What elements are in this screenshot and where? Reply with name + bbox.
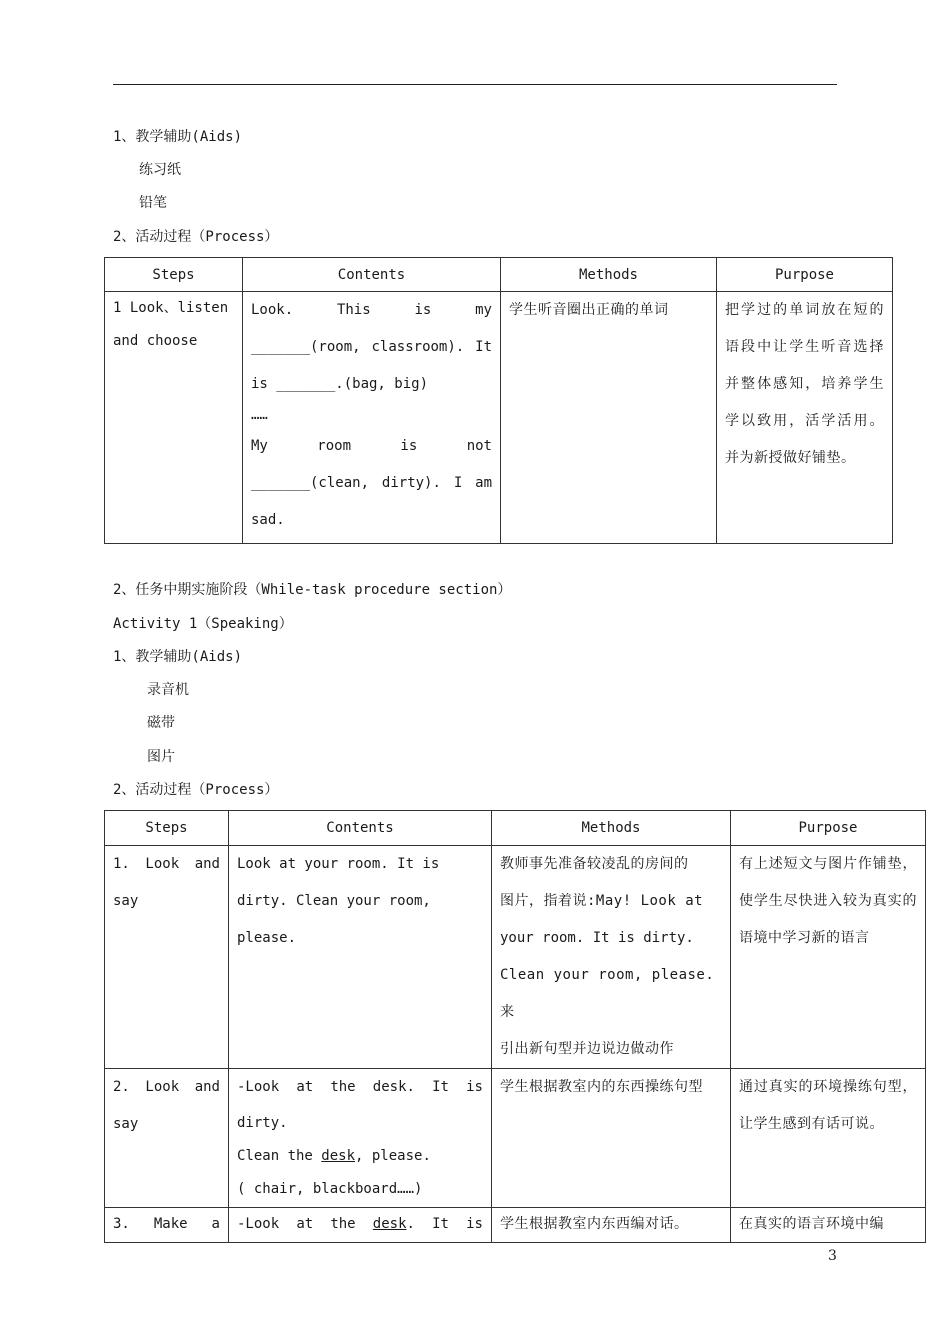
method-line: 引出新句型并边说边做动作 — [500, 1041, 674, 1057]
purpose-cell: 把学过的单词放在短的语段中让学生听音选择并整体感知，培养学生学以致用，活学活用。并为新授做好铺垫。 — [717, 292, 893, 544]
header-methods: Methods — [492, 811, 731, 846]
content-line: _______(clean, dirty). I am — [251, 475, 492, 491]
methods-cell — [492, 846, 731, 1069]
method-line: 图片，指着说:May! Look at — [500, 893, 704, 909]
process-heading: 2、活动过程（Process） — [113, 229, 279, 245]
aid-item-recorder: 录音机 — [147, 682, 189, 698]
process-table-2 — [104, 810, 926, 1243]
header-steps: Steps — [105, 811, 229, 846]
content-line: Look. This is my — [251, 302, 492, 318]
content-line: sad. — [251, 512, 285, 528]
aid-item-pictures: 图片 — [147, 749, 175, 765]
content-line: ( chair, blackboard……) — [237, 1181, 423, 1197]
content-line: -Look at the desk. It is — [237, 1216, 483, 1232]
header-contents: Contents — [229, 811, 492, 846]
method-line: your room. It is dirty. — [500, 930, 694, 946]
underlined-word: desk — [372, 1216, 407, 1232]
step-cell — [105, 1208, 229, 1243]
section-heading: 2、任务中期实施阶段（While-task procedure section） — [113, 582, 512, 598]
header-purpose: Purpose — [731, 811, 926, 846]
contents-cell — [229, 1069, 492, 1208]
step-line: 1 Look、listen — [113, 300, 229, 316]
step-line: 3. Make a — [113, 1216, 220, 1232]
method-line: Clean your room, please.来 — [500, 967, 715, 1020]
step-line: and choose — [113, 333, 198, 349]
activity-heading: Activity 1（Speaking） — [113, 616, 293, 632]
content-line: …… — [251, 407, 268, 423]
content-line: Look at your room. It is — [237, 856, 440, 872]
step-line: say — [113, 1116, 139, 1132]
process-heading-2: 2、活动过程（Process） — [113, 782, 279, 798]
step-cell — [105, 292, 243, 544]
content-line: please. — [237, 930, 297, 946]
aids-heading-2: 1、教学辅助(Aids) — [113, 649, 243, 665]
step-line: 2. Look and — [113, 1079, 220, 1095]
contents-cell — [243, 292, 501, 544]
aid-item-tape: 磁带 — [147, 715, 175, 731]
header-methods: Methods — [501, 258, 717, 292]
content-line: -Look at the desk. It is — [237, 1079, 483, 1095]
methods-cell: 学生根据教室内东西编对话。 — [492, 1208, 731, 1243]
content-line: _______(room, classroom). It — [251, 339, 492, 355]
content-line: Clean the desk, please. — [237, 1148, 431, 1164]
contents-cell — [229, 846, 492, 1069]
step-cell — [105, 1069, 229, 1208]
content-line: is _______.(bag, big) — [251, 376, 429, 392]
method-line: 教师事先准备较凌乱的房间的 — [500, 856, 689, 872]
header-rule — [113, 84, 837, 85]
aids-heading: 1、教学辅助(Aids) — [113, 129, 243, 145]
page-number: 3 — [828, 1248, 837, 1264]
header-steps: Steps — [105, 258, 243, 292]
step-cell — [105, 846, 229, 1069]
methods-cell: 学生听音圈出正确的单词 — [501, 292, 717, 544]
purpose-cell: 在真实的语言环境中编 — [731, 1208, 926, 1243]
content-line: dirty. Clean your room, — [237, 893, 431, 909]
content-line: dirty. — [237, 1115, 288, 1131]
header-purpose: Purpose — [717, 258, 893, 292]
underlined-word: desk — [321, 1148, 356, 1164]
contents-cell — [229, 1208, 492, 1243]
aid-item-paper: 练习纸 — [139, 162, 181, 178]
step-line: say — [113, 893, 139, 909]
content-line: My room is not — [251, 438, 492, 454]
step-line: 1. Look and — [113, 856, 220, 872]
purpose-cell: 通过真实的环境操练句型，让学生感到有话可说。 — [731, 1069, 926, 1208]
header-contents: Contents — [243, 258, 501, 292]
methods-cell: 学生根据教室内的东西操练句型 — [492, 1069, 731, 1208]
aid-item-pencil: 铅笔 — [139, 195, 167, 211]
process-table-1 — [104, 257, 893, 544]
purpose-cell: 有上述短文与图片作铺垫，使学生尽快进入较为真实的语境中学习新的语言 — [731, 846, 926, 1069]
